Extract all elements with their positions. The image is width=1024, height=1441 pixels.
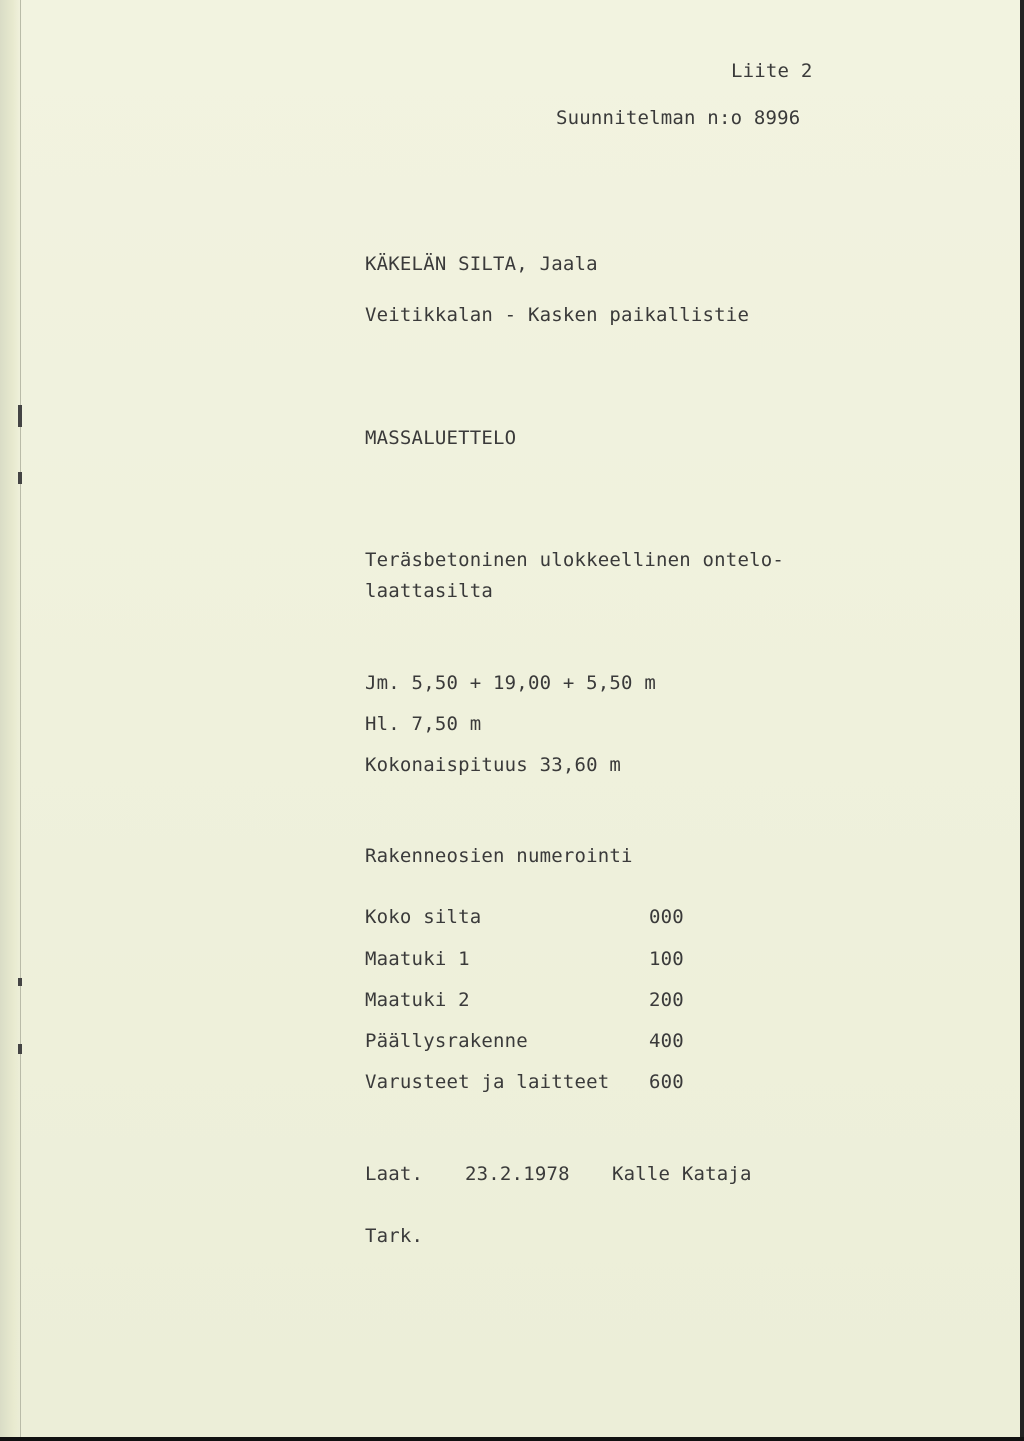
numbering-row-label: Varusteet ja laitteet <box>365 1071 610 1093</box>
binding-mark <box>18 472 22 484</box>
prepared-by: Kalle Kataja <box>612 1163 752 1185</box>
page-right-edge <box>1020 0 1024 1441</box>
page-bottom-edge <box>0 1437 1024 1441</box>
road-name: Veitikkalan - Kasken paikallistie <box>365 304 750 326</box>
numbering-row-code: 000 <box>649 906 684 928</box>
binding-mark <box>18 1044 22 1054</box>
document-title: MASSALUETTELO <box>365 427 517 449</box>
numbering-row-code: 100 <box>649 948 684 970</box>
page-edge-line <box>20 0 21 1441</box>
bridge-name: KÄKELÄN SILTA, Jaala <box>365 253 598 275</box>
prepared-label: Laat. <box>365 1163 424 1185</box>
binding-mark <box>18 405 22 427</box>
bridge-width: Hl. 7,50 m <box>365 713 482 735</box>
structure-type-line1: Teräsbetoninen ulokkeellinen ontelo- <box>365 549 785 571</box>
total-length: Kokonaispituus 33,60 m <box>365 754 622 776</box>
numbering-row-code: 600 <box>649 1071 684 1093</box>
prepared-date: 23.2.1978 <box>465 1163 570 1185</box>
span-lengths: Jm. 5,50 + 19,00 + 5,50 m <box>365 672 656 694</box>
page-left-edge <box>0 0 22 1441</box>
plan-number: Suunnitelman n:o 8996 <box>556 107 801 129</box>
numbering-row-code: 200 <box>649 989 684 1011</box>
numbering-heading: Rakenneosien numerointi <box>365 845 633 867</box>
structure-type-line2: laattasilta <box>365 580 494 602</box>
numbering-row-label: Maatuki 1 <box>365 948 470 970</box>
numbering-row-label: Koko silta <box>365 906 482 928</box>
numbering-row-label: Päällysrakenne <box>365 1030 528 1052</box>
checked-label: Tark. <box>365 1225 424 1247</box>
binding-mark <box>18 978 22 986</box>
attachment-label: Liite 2 <box>731 60 813 82</box>
numbering-row-label: Maatuki 2 <box>365 989 470 1011</box>
numbering-row-code: 400 <box>649 1030 684 1052</box>
